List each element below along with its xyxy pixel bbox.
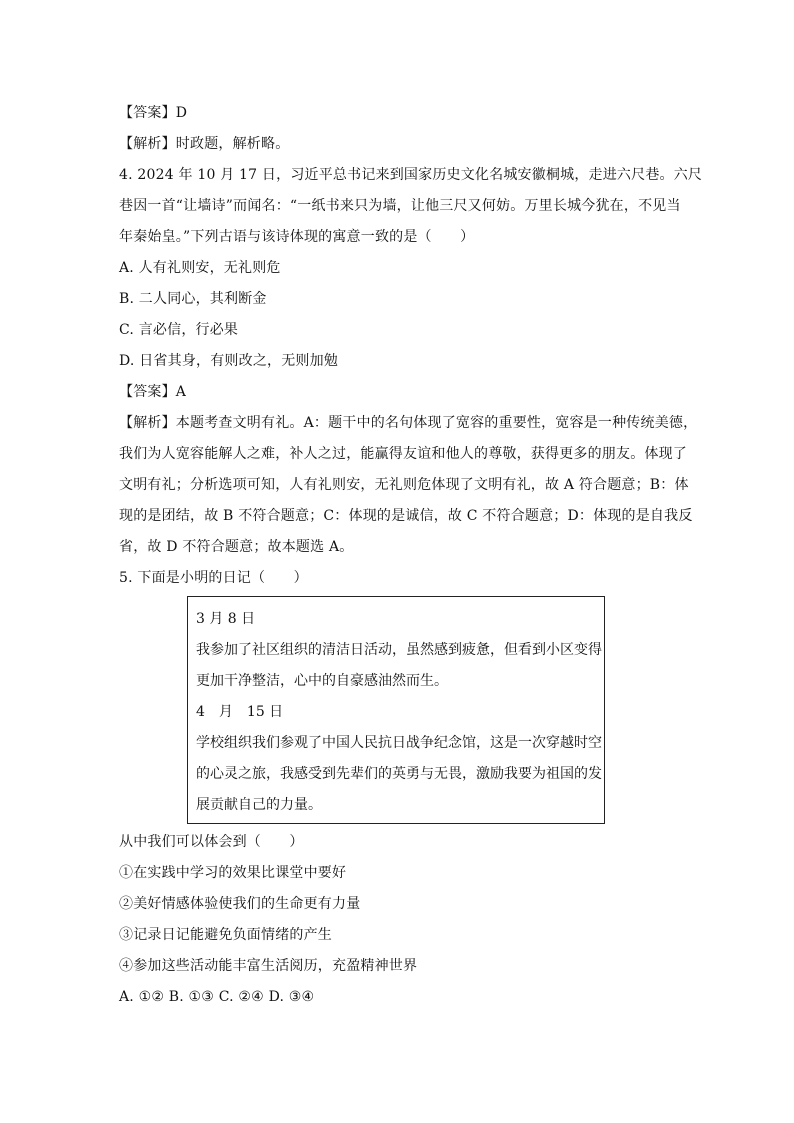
analysis-q4-line-4: 现的是团结，故 B 不符合题意；C：体现的是诚信，故 C 不符合题意；D：体现的是自我反 xyxy=(119,508,693,524)
question-4-option-b: B. 二人同心，其利断金 xyxy=(119,291,267,307)
question-4-stem-line-3: 年秦始皇。”下列古语与该诗体现的寓意一致的是（ ） xyxy=(119,229,475,245)
question-5-prompt: 从中我们可以体会到（ ） xyxy=(119,834,304,850)
diary-entry-2-line-3: 展贡献自己的力量。 xyxy=(196,797,322,813)
question-4-option-c: C. 言必信，行必果 xyxy=(119,322,239,338)
analysis-q4-line-5: 省，故 D 不符合题意；故本题选 A。 xyxy=(119,539,354,555)
analysis-q4-line-1: 【解析】本题考查文明有礼。A：题干中的名句体现了宽容的重要性，宽容是一种传统美德， xyxy=(119,415,698,431)
diary-date-1: 3 月 8 日 xyxy=(196,611,256,627)
analysis-label-q3: 【解析】时政题，解析略。 xyxy=(119,136,290,152)
question-4-stem-line-1: 4. 2024 年 10 月 17 日，习近平总书记来到国家历史文化名城安徽桐城，走进六尺巷。六尺 xyxy=(119,167,703,183)
statement-4: ④参加这些活动能丰富生活阅历，充盈精神世界 xyxy=(119,958,418,974)
diary-entry-2-line-2: 的心灵之旅，我感受到先辈们的英勇与无畏，激励我要为祖国的发 xyxy=(196,766,602,782)
question-4-option-d: D. 日省其身，有则改之，无则加勉 xyxy=(119,353,339,369)
analysis-q4-line-3: 文明有礼；分析选项可知，人有礼则安，无礼则危体现了文明有礼，故 A 符合题意；B：体 xyxy=(119,477,689,493)
diary-box xyxy=(187,596,605,824)
diary-entry-1-line-1: 我参加了社区组织的清洁日活动，虽然感到疲惫，但看到小区变得 xyxy=(196,642,602,658)
question-4-stem-line-2: 巷因一首“让墙诗”而闻名：“一纸书来只为墙，让他三尺又何妨。万里长城今犹在，不见当 xyxy=(119,198,681,214)
answer-label-q4: 【答案】A xyxy=(119,384,187,400)
answer-label-q3: 【答案】D xyxy=(119,105,188,121)
statement-1: ①在实践中学习的效果比课堂中要好 xyxy=(119,865,347,881)
question-4-option-a: A. 人有礼则安，无礼则危 xyxy=(119,260,281,276)
diary-entry-2-line-1: 学校组织我们参观了中国人民抗日战争纪念馆，这是一次穿越时空 xyxy=(196,735,602,751)
analysis-q4-line-2: 我们为人宽容能解人之难，补人之过，能赢得友谊和他人的尊敬，获得更多的朋友。体现了 xyxy=(119,446,687,462)
question-5-choices: A. ①② B. ①③ C. ②④ D. ③④ xyxy=(119,989,315,1005)
diary-date-2: 4 月 15 日 xyxy=(196,704,284,720)
question-5-stem: 5. 下面是小明的日记（ ） xyxy=(119,570,308,586)
statement-3: ③记录日记能避免负面情绪的产生 xyxy=(119,927,332,943)
statement-2: ②美好情感体验使我们的生命更有力量 xyxy=(119,896,361,912)
diary-entry-1-line-2: 更加干净整洁，心中的自豪感油然而生。 xyxy=(196,673,448,689)
